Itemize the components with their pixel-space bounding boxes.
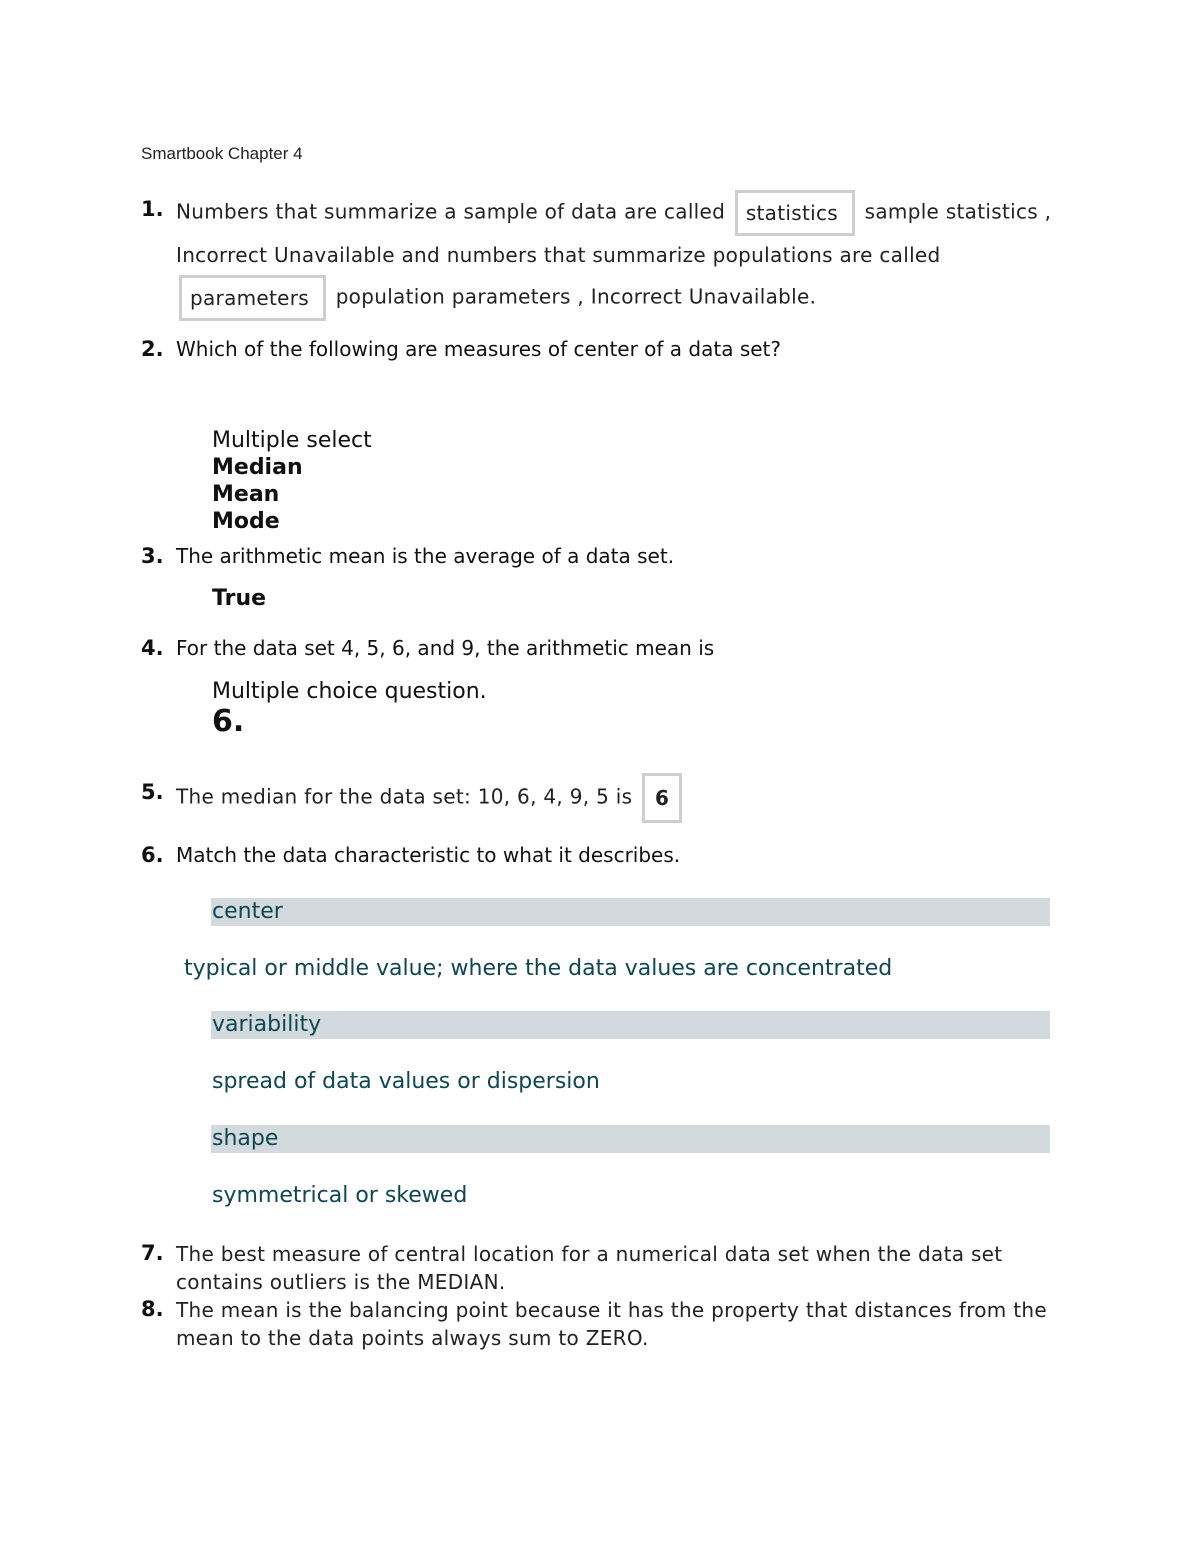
question-number: 4. bbox=[141, 636, 164, 660]
question-number: 5. bbox=[141, 780, 164, 804]
question-5-text: The median for the data set: 10, 6, 4, 9, 5 is bbox=[176, 784, 633, 809]
match-description: symmetrical or skewed bbox=[212, 1183, 468, 1208]
match-description: spread of data values or dispersion bbox=[212, 1069, 600, 1094]
question-3-text: The arithmetic mean is the average of a data set. bbox=[176, 544, 675, 568]
document-title: Smartbook Chapter 4 bbox=[141, 144, 303, 163]
question-number: 6. bbox=[141, 843, 164, 867]
question-number: 7. bbox=[141, 1241, 164, 1265]
answer-option: 6. bbox=[212, 704, 245, 739]
question-5 bbox=[141, 773, 1071, 823]
question-number: 3. bbox=[141, 544, 164, 568]
question-3-answer bbox=[141, 585, 1071, 612]
question-1-text-b: sample statistics , Incorrect Unavailable and numbers that summarize populations are called bbox=[176, 199, 1052, 267]
match-term-center[interactable]: center bbox=[211, 898, 1050, 926]
question-number: 2. bbox=[141, 337, 164, 361]
question-7-text: The best measure of central location for a numerical data set when the data set contains outliers is the MEDIAN. bbox=[176, 1242, 1003, 1294]
question-1-body bbox=[176, 190, 1071, 321]
question-8 bbox=[141, 1296, 1071, 1352]
question-number: 1. bbox=[141, 197, 164, 221]
question-number: 8. bbox=[141, 1297, 164, 1321]
question-4-text: For the data set 4, 5, 6, and 9, the arithmetic mean is bbox=[176, 636, 715, 660]
question-8-text: The mean is the balancing point because it has the property that distances from the mean to the data points always sum to ZERO. bbox=[176, 1298, 1047, 1350]
answer-box-median[interactable]: 6 bbox=[642, 773, 682, 823]
answer-option: Mode bbox=[212, 509, 280, 534]
question-4-answer bbox=[141, 678, 1071, 739]
question-6 bbox=[141, 836, 1071, 875]
question-1-text-c: population parameters , Incorrect Unavailable. bbox=[335, 284, 817, 309]
question-type-label: Multiple select bbox=[212, 428, 372, 453]
question-1-text-a: Numbers that summarize a sample of data are called bbox=[176, 199, 726, 224]
question-2-text: Which of the following are measures of center of a data set? bbox=[176, 337, 781, 361]
question-1 bbox=[141, 190, 1071, 321]
answer-option: Mean bbox=[212, 482, 280, 507]
answer-option: True bbox=[212, 586, 267, 611]
question-6-text: Match the data characteristic to what it describes. bbox=[176, 843, 681, 867]
answer-box-statistics[interactable]: statistics bbox=[735, 190, 855, 236]
match-term-shape[interactable]: shape bbox=[211, 1125, 1050, 1153]
question-4 bbox=[141, 629, 1071, 668]
question-2-answers bbox=[141, 427, 1071, 535]
question-5-body bbox=[176, 773, 1071, 823]
question-3 bbox=[141, 537, 1071, 576]
match-term-variability[interactable]: variability bbox=[211, 1011, 1050, 1039]
answer-option: Median bbox=[212, 455, 303, 480]
question-7 bbox=[141, 1240, 1071, 1296]
answer-box-parameters[interactable]: parameters bbox=[179, 275, 326, 321]
question-2 bbox=[141, 330, 1071, 369]
question-type-label: Multiple choice question. bbox=[212, 679, 487, 704]
match-description: typical or middle value; where the data values are concentrated bbox=[184, 956, 893, 981]
